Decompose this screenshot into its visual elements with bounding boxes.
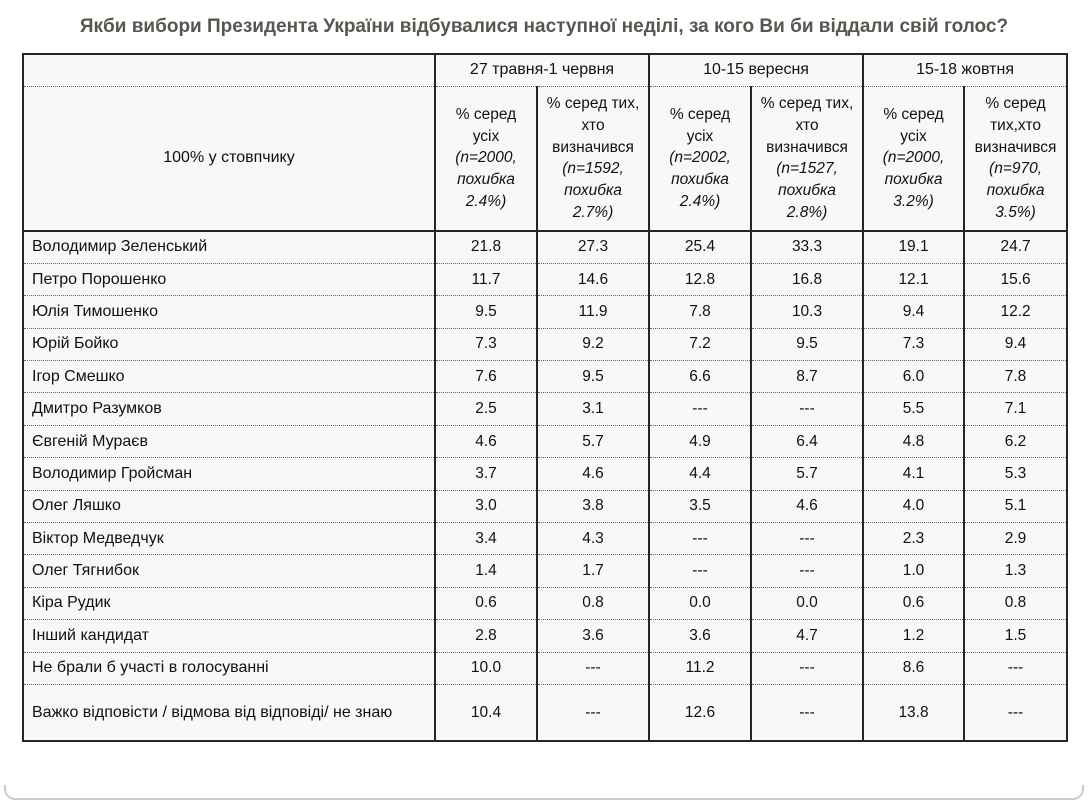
poll-value-cell: 15.6: [964, 263, 1067, 295]
poll-value-cell: 7.2: [649, 328, 751, 360]
poll-value-cell: ---: [649, 523, 751, 555]
table-row: [23, 684, 1067, 741]
subcolumn-label: % серед усіх: [455, 106, 517, 145]
poll-value-cell: ---: [751, 393, 863, 425]
poll-value-cell: 4.1: [863, 458, 964, 490]
table-header-row-waves: [23, 54, 1067, 86]
table-row: [23, 555, 1067, 587]
candidate-name-cell: Володимир Гройсман: [23, 458, 435, 490]
wave-header-cell: 15-18 жовтня: [863, 54, 1067, 86]
poll-value-cell: 24.7: [964, 231, 1067, 263]
poll-value-cell: 7.3: [863, 328, 964, 360]
subcolumn-sample-note: (n=2002, похибка 2.4%): [669, 149, 731, 210]
poll-value-cell: ---: [751, 684, 863, 741]
poll-value-cell: 0.0: [751, 587, 863, 619]
poll-value-cell: 4.7: [751, 620, 863, 652]
subcolumn-label: % серед усіх: [883, 106, 944, 145]
poll-value-cell: 2.8: [435, 620, 537, 652]
poll-value-cell: 1.5: [964, 620, 1067, 652]
poll-value-cell: 1.7: [537, 555, 649, 587]
subcolumn-label: % серед тих, хто визначився: [546, 95, 640, 156]
wave-header-cell: 27 травня-1 червня: [435, 54, 649, 86]
poll-value-cell: 12.1: [863, 263, 964, 295]
table-row: [23, 231, 1067, 263]
subcolumn-sample-note: (n=2000, похибка 3.2%): [882, 149, 945, 210]
poll-value-cell: ---: [964, 652, 1067, 684]
poll-value-cell: 4.6: [435, 425, 537, 457]
table-row: [23, 523, 1067, 555]
poll-value-cell: 5.7: [537, 425, 649, 457]
table-row: [23, 393, 1067, 425]
table-header-row-subcolumns: [23, 86, 1067, 231]
table-row: [23, 361, 1067, 393]
subcolumn-header-cell: [435, 86, 537, 231]
poll-value-cell: 10.0: [435, 652, 537, 684]
poll-value-cell: 9.4: [964, 328, 1067, 360]
poll-value-cell: 19.1: [863, 231, 964, 263]
poll-value-cell: ---: [751, 555, 863, 587]
candidate-name-cell: Дмитро Разумков: [23, 393, 435, 425]
subcolumn-sample-note: (n=2000, похибка 2.4%): [455, 149, 517, 210]
poll-value-cell: 21.8: [435, 231, 537, 263]
subcolumn-sample-note: (n=1592, похибка 2.7%): [562, 160, 624, 221]
subcolumn-label: % серед тих,хто визначився: [974, 95, 1057, 156]
poll-value-cell: ---: [649, 555, 751, 587]
poll-value-cell: 11.2: [649, 652, 751, 684]
table-row: [23, 587, 1067, 619]
poll-value-cell: 6.0: [863, 361, 964, 393]
poll-value-cell: 4.4: [649, 458, 751, 490]
poll-value-cell: 3.4: [435, 523, 537, 555]
subcolumn-header-cell: [964, 86, 1067, 231]
poll-value-cell: 8.7: [751, 361, 863, 393]
candidate-name-cell: Юлія Тимошенко: [23, 296, 435, 328]
poll-value-cell: 0.0: [649, 587, 751, 619]
poll-value-cell: ---: [751, 652, 863, 684]
answer-option-cell: Важко відповісти / відмова від відповіді/ не знаю: [23, 684, 435, 741]
page: [0, 13, 1088, 801]
subcolumn-header-cell: [863, 86, 964, 231]
poll-value-cell: 10.3: [751, 296, 863, 328]
poll-value-cell: 13.8: [863, 684, 964, 741]
candidate-name-cell: Ігор Смешко: [23, 361, 435, 393]
candidate-name-cell: Юрій Бойко: [23, 328, 435, 360]
subcolumn-header-cell: [649, 86, 751, 231]
subcolumn-sample-note: (n=1527, похибка 2.8%): [776, 160, 838, 221]
poll-value-cell: 9.5: [751, 328, 863, 360]
candidate-name-cell: Віктор Медведчук: [23, 523, 435, 555]
poll-value-cell: 0.8: [964, 587, 1067, 619]
poll-value-cell: 3.8: [537, 490, 649, 522]
poll-value-cell: 2.9: [964, 523, 1067, 555]
poll-value-cell: 7.8: [649, 296, 751, 328]
poll-value-cell: 14.6: [537, 263, 649, 295]
poll-value-cell: 4.8: [863, 425, 964, 457]
poll-value-cell: ---: [537, 684, 649, 741]
poll-value-cell: 6.6: [649, 361, 751, 393]
poll-value-cell: ---: [649, 393, 751, 425]
poll-value-cell: 2.5: [435, 393, 537, 425]
poll-value-cell: 7.1: [964, 393, 1067, 425]
poll-value-cell: 5.1: [964, 490, 1067, 522]
subcolumn-header-cell: [537, 86, 649, 231]
poll-value-cell: 6.2: [964, 425, 1067, 457]
poll-value-cell: 3.5: [649, 490, 751, 522]
poll-value-cell: 1.2: [863, 620, 964, 652]
poll-value-cell: 4.6: [537, 458, 649, 490]
poll-value-cell: 7.6: [435, 361, 537, 393]
poll-value-cell: 3.7: [435, 458, 537, 490]
subcolumn-sample-note: (n=970, похибка 3.5%): [986, 160, 1045, 221]
poll-value-cell: 4.6: [751, 490, 863, 522]
window-bottom-edge: [4, 785, 1084, 800]
poll-results-table: [22, 53, 1068, 742]
row-header-label-cell: 100% у стовпчику: [23, 86, 435, 231]
table-row: [23, 296, 1067, 328]
candidate-name-cell: Кіра Рудик: [23, 587, 435, 619]
poll-value-cell: 3.1: [537, 393, 649, 425]
subcolumn-label: % серед тих, хто визначився: [760, 95, 854, 156]
poll-value-cell: 25.4: [649, 231, 751, 263]
candidate-name-cell: Володимир Зеленський: [23, 231, 435, 263]
poll-value-cell: 12.6: [649, 684, 751, 741]
table-row: [23, 328, 1067, 360]
candidate-name-cell: Петро Порошенко: [23, 263, 435, 295]
subcolumn-header-cell: [751, 86, 863, 231]
poll-value-cell: 1.0: [863, 555, 964, 587]
poll-value-cell: 0.8: [537, 587, 649, 619]
table-row: [23, 620, 1067, 652]
table-row: [23, 263, 1067, 295]
poll-value-cell: 0.6: [435, 587, 537, 619]
poll-value-cell: 5.7: [751, 458, 863, 490]
answer-option-cell: Не брали б участі в голосуванні: [23, 652, 435, 684]
poll-value-cell: 12.8: [649, 263, 751, 295]
poll-value-cell: 1.4: [435, 555, 537, 587]
poll-value-cell: 33.3: [751, 231, 863, 263]
poll-value-cell: 9.5: [435, 296, 537, 328]
table-row: [23, 490, 1067, 522]
poll-value-cell: ---: [537, 652, 649, 684]
page-title: Якби вибори Президента України відбувалися наступної неділі, за кого Ви би віддали свій голос?: [79, 16, 1009, 37]
poll-value-cell: 2.3: [863, 523, 964, 555]
poll-value-cell: 12.2: [964, 296, 1067, 328]
poll-value-cell: 16.8: [751, 263, 863, 295]
wave-header-cell: 10-15 вересня: [649, 54, 863, 86]
poll-value-cell: 7.8: [964, 361, 1067, 393]
poll-value-cell: 4.0: [863, 490, 964, 522]
poll-value-cell: 1.3: [964, 555, 1067, 587]
candidate-name-cell: Інший кандидат: [23, 620, 435, 652]
candidate-name-cell: Євгеній Мураєв: [23, 425, 435, 457]
poll-value-cell: 4.3: [537, 523, 649, 555]
poll-value-cell: 3.0: [435, 490, 537, 522]
poll-value-cell: 3.6: [537, 620, 649, 652]
poll-value-cell: 5.3: [964, 458, 1067, 490]
table-row: [23, 652, 1067, 684]
poll-value-cell: ---: [964, 684, 1067, 741]
poll-value-cell: 8.6: [863, 652, 964, 684]
candidate-name-cell: Олег Ляшко: [23, 490, 435, 522]
poll-value-cell: 11.9: [537, 296, 649, 328]
poll-value-cell: 4.9: [649, 425, 751, 457]
candidate-name-cell: Олег Тягнибок: [23, 555, 435, 587]
poll-value-cell: 27.3: [537, 231, 649, 263]
poll-value-cell: 9.5: [537, 361, 649, 393]
poll-value-cell: 3.6: [649, 620, 751, 652]
subcolumn-label: % серед усіх: [669, 106, 731, 145]
poll-value-cell: 9.2: [537, 328, 649, 360]
poll-value-cell: 11.7: [435, 263, 537, 295]
poll-value-cell: 10.4: [435, 684, 537, 741]
poll-value-cell: ---: [751, 523, 863, 555]
poll-value-cell: 6.4: [751, 425, 863, 457]
table-corner-cell: [23, 54, 435, 86]
table-row: [23, 425, 1067, 457]
poll-value-cell: 0.6: [863, 587, 964, 619]
poll-value-cell: 7.3: [435, 328, 537, 360]
table-row: [23, 458, 1067, 490]
poll-value-cell: 5.5: [863, 393, 964, 425]
poll-value-cell: 9.4: [863, 296, 964, 328]
